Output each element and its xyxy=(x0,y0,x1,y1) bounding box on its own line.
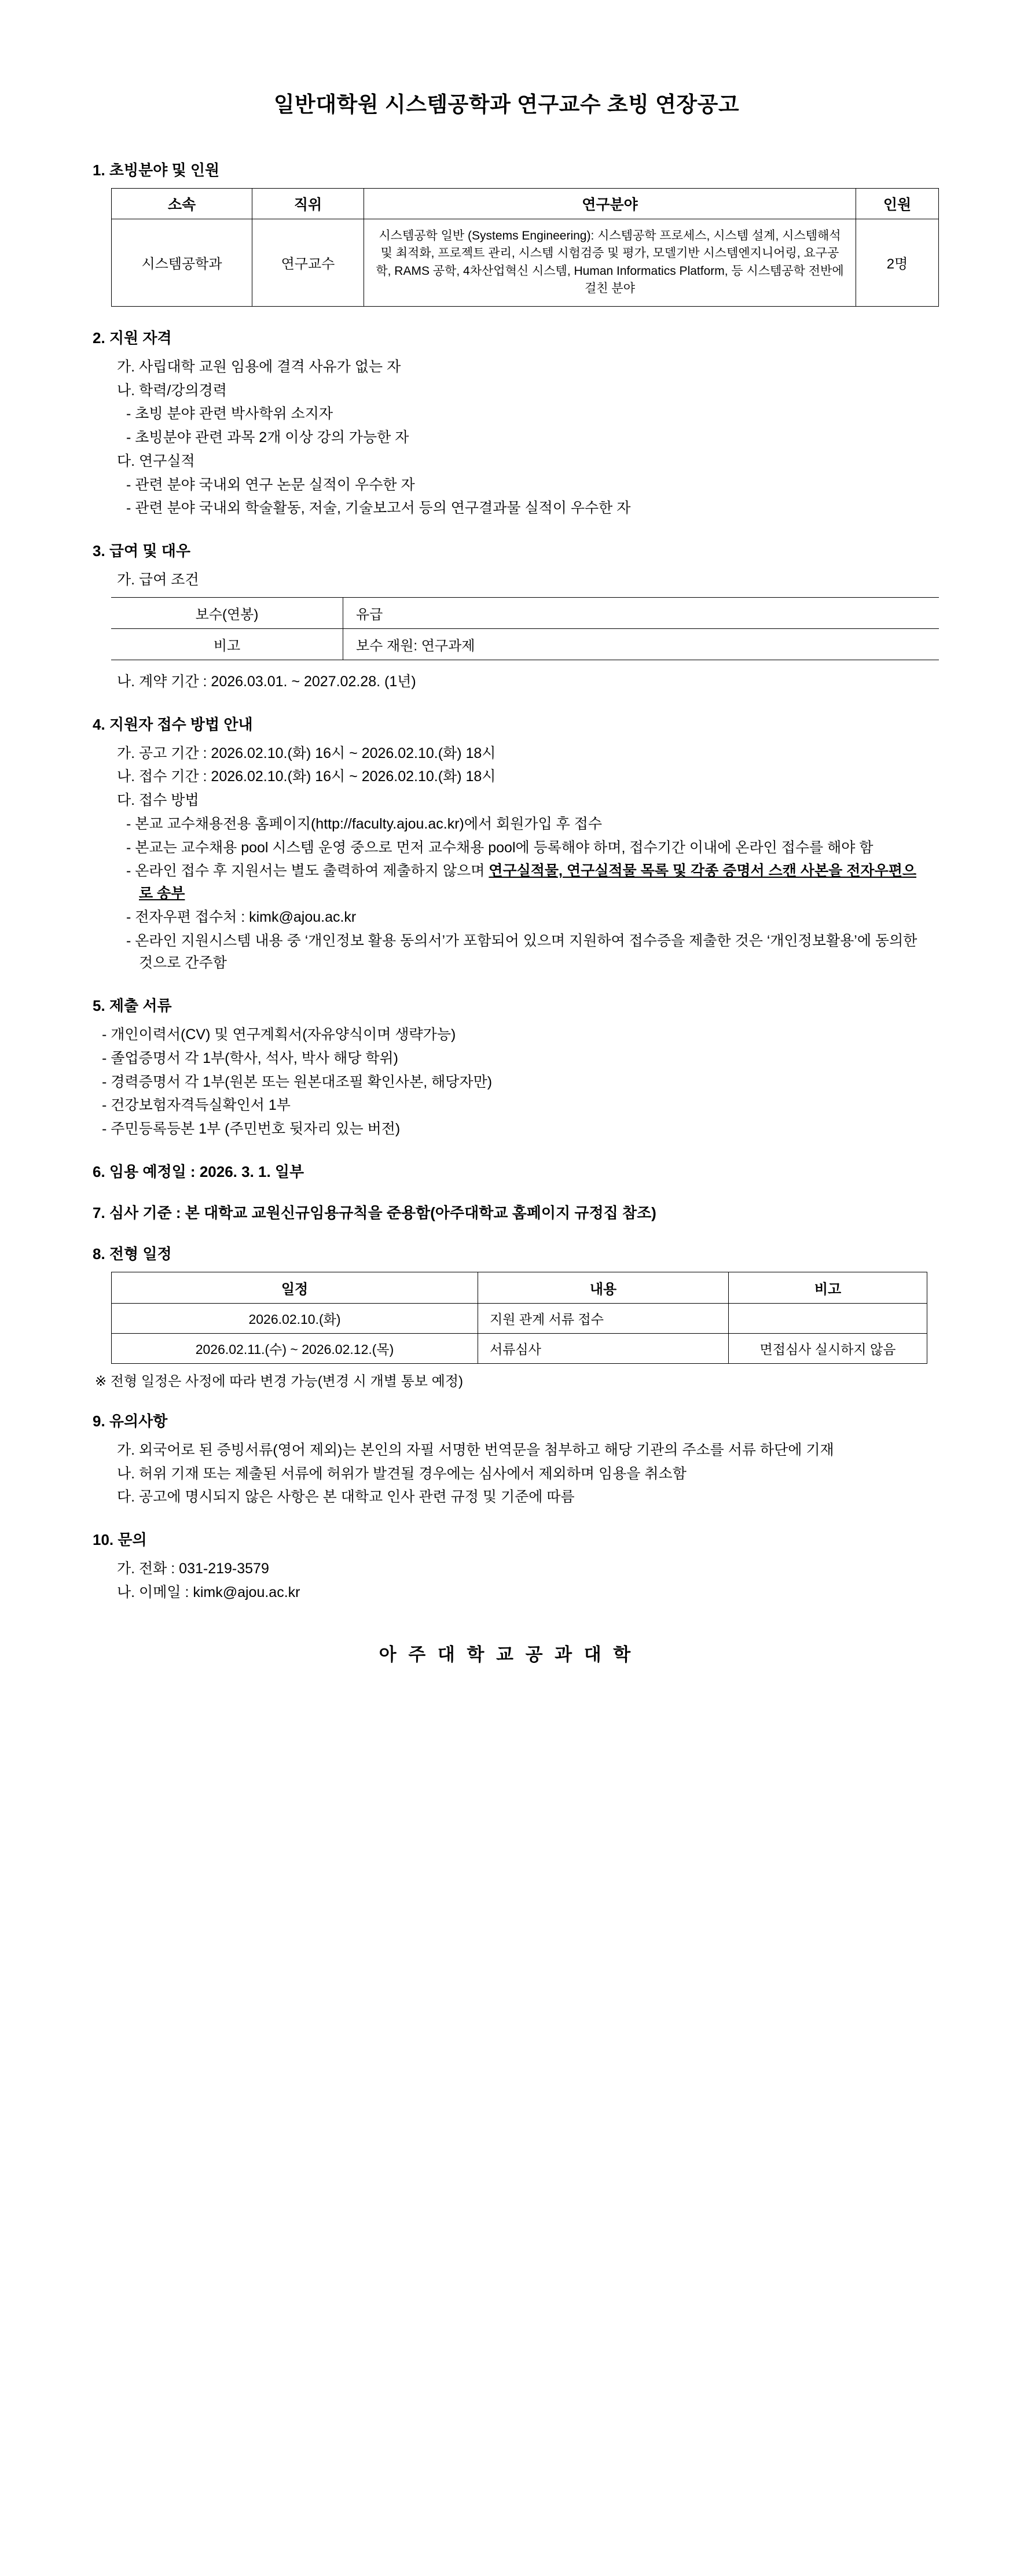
col-schedule: 일정 xyxy=(112,1272,478,1303)
contact-email: 나. 이메일 : kimk@ajou.ac.kr xyxy=(117,1584,300,1600)
application-bullet: - 온라인 지원시스템 내용 중 ‘개인정보 활용 동의서’가 포함되어 있으며 지원하여 접수증을 제출한 것은 ‘개인정보활용’에 동의한 것으로 간주함 xyxy=(126,932,917,971)
section-qualifications xyxy=(93,326,920,520)
cell-schedule-remark: 면접심사 실시하지 않음 xyxy=(729,1333,927,1363)
col-remarks: 비고 xyxy=(729,1272,927,1303)
cell-salary-value: 유급 xyxy=(343,597,939,628)
section-documents xyxy=(93,994,920,1140)
qualification-item: 다. 연구실적 xyxy=(117,452,195,469)
section10-heading: 10. 문의 xyxy=(93,1531,147,1548)
cell-schedule-date: 2026.02.11.(수) ~ 2026.02.12.(목) xyxy=(112,1333,478,1363)
application-item: 나. 접수 기간 : 2026.02.10.(화) 16시 ~ 2026.02.10.(화) 18시 xyxy=(117,768,496,785)
cell-field: 시스템공학 일반 (Systems Engineering): 시스템공학 프로세스, 시스템 설계, 시스템해석 및 최적화, 프로젝트 관리, 시스템 시험검증 및 평가, 모델기반 시스템엔지니어링, 요구공학, RAMS 공학, 4차산업혁신 시스템, Human Informatics Platform, 등 시스템공학 전반에 걸친 분야 xyxy=(364,219,856,307)
application-bullet-online xyxy=(93,860,920,905)
table-row xyxy=(112,1303,927,1333)
col-count: 인원 xyxy=(856,189,939,219)
precaution-item: 가. 외국어로 된 증빙서류(영어 제외)는 본인의 자필 서명한 번역문을 첨부하고 해당 기관의 주소를 서류 하단에 기재 xyxy=(117,1441,834,1458)
cell-schedule-content: 서류심사 xyxy=(478,1333,729,1363)
recruitment-table xyxy=(111,188,939,307)
table-row xyxy=(112,219,939,307)
application-item: 가. 공고 기간 : 2026.02.10.(화) 16시 ~ 2026.02.10.(화) 18시 xyxy=(117,745,496,761)
cell-schedule-content: 지원 관계 서류 접수 xyxy=(478,1303,729,1333)
section3-heading: 3. 급여 및 대우 xyxy=(93,542,190,560)
application-bullet: - 전자우편 접수처 : kimk@ajou.ac.kr xyxy=(126,908,357,925)
table-row xyxy=(111,597,939,628)
section-precautions xyxy=(93,1410,920,1508)
online-bullet-emphasis: 연구실적물, 연구실적물 목록 및 각종 증명서 스캔 사본을 전자우편으로 송부 xyxy=(139,863,917,901)
section1-heading: 1. 초빙분야 및 인원 xyxy=(93,161,220,179)
qualification-item: - 초빙 분야 관련 박사학위 소지자 xyxy=(126,406,333,422)
cell-salary-label: 보수(연봉) xyxy=(111,597,343,628)
page-title: 일반대학원 시스템공학과 연구교수 초빙 연장공고 xyxy=(273,93,740,116)
table-row xyxy=(111,628,939,660)
section-recruitment-fields xyxy=(93,159,920,307)
precaution-item: 나. 허위 기재 또는 제출된 서류에 허위가 발견될 경우에는 심사에서 제외하며 임용을 취소함 xyxy=(117,1465,687,1482)
qualification-item: 나. 학력/강의경력 xyxy=(117,382,227,399)
section-contact xyxy=(93,1528,920,1604)
section7-heading: 7. 심사 기준 : 본 대학교 교원신규임용규칙을 준용함(아주대학교 홈페이지 규정집 참조) xyxy=(93,1204,656,1221)
col-content: 내용 xyxy=(478,1272,729,1303)
contact-phone: 가. 전화 : 031-219-3579 xyxy=(117,1561,269,1577)
document-item: - 건강보험자격득실확인서 1부 xyxy=(102,1097,291,1114)
col-field: 연구분야 xyxy=(364,189,856,219)
col-dept: 소속 xyxy=(112,189,252,219)
salary-condition-label: 가. 급여 조건 xyxy=(117,572,199,588)
section9-heading: 9. 유의사항 xyxy=(93,1412,168,1430)
section-salary xyxy=(93,539,920,693)
section-selection-schedule xyxy=(93,1242,920,1390)
document-item: - 경력증명서 각 1부(원본 또는 원본대조필 확인사본, 해당자만) xyxy=(102,1073,493,1090)
section5-heading: 5. 제출 서류 xyxy=(93,997,172,1014)
col-position: 직위 xyxy=(252,189,364,219)
section6-heading: 6. 임용 예정일 : 2026. 3. 1. 일부 xyxy=(93,1162,304,1180)
qualification-item: - 초빙분야 관련 과목 2개 이상 강의 가능한 자 xyxy=(126,429,409,446)
cell-note-value: 보수 재원: 연구과제 xyxy=(343,628,939,660)
section8-heading: 8. 전형 일정 xyxy=(93,1245,172,1263)
qualification-item: - 관련 분야 국내외 학술활동, 저술, 기술보고서 등의 연구결과물 실적이 우수한 자 xyxy=(126,500,631,517)
cell-note-label: 비고 xyxy=(111,628,343,660)
online-bullet-prefix: - 온라인 접수 후 지원서는 별도 출력하여 제출하지 않으며 xyxy=(126,863,489,879)
precaution-item: 다. 공고에 명시되지 않은 사항은 본 대학교 인사 관련 규정 및 기준에 따름 xyxy=(117,1489,575,1506)
table-row xyxy=(112,1333,927,1363)
schedule-note: ※ 전형 일정은 사정에 따라 변경 가능(변경 시 개별 통보 예정) xyxy=(95,1373,464,1389)
application-item: 다. 접수 방법 xyxy=(117,792,199,808)
section2-heading: 2. 지원 자격 xyxy=(93,329,172,347)
section-appointment-date xyxy=(93,1160,920,1182)
cell-dept: 시스템공학과 xyxy=(112,219,252,307)
application-bullet: - 본교는 교수채용 pool 시스템 운영 중으로 먼저 교수채용 pool에 등록해야 하며, 접수기간 이내에 온라인 접수를 해야 함 xyxy=(126,839,873,856)
salary-table xyxy=(111,597,939,660)
table-header-row xyxy=(112,189,939,219)
cell-count: 2명 xyxy=(856,219,939,307)
cell-schedule-remark xyxy=(729,1303,927,1333)
contract-period: 나. 계약 기간 : 2026.03.01. ~ 2027.02.28. (1년) xyxy=(117,673,416,690)
document-item: - 개인이력서(CV) 및 연구계획서(자유양식이며 생략가능) xyxy=(102,1026,456,1043)
cell-position: 연구교수 xyxy=(252,219,364,307)
section4-heading: 4. 지원자 접수 방법 안내 xyxy=(93,715,253,733)
table-header-row xyxy=(112,1272,927,1303)
qualification-item: 가. 사립대학 교원 임용에 결격 사유가 없는 자 xyxy=(117,358,401,375)
application-bullet: - 본교 교수채용전용 홈페이지(http://faculty.ajou.ac.kr)에서 회원가입 후 접수 xyxy=(126,815,603,832)
schedule-table xyxy=(111,1272,927,1364)
cell-schedule-date: 2026.02.10.(화) xyxy=(112,1303,478,1333)
qualification-item: - 관련 분야 국내외 연구 논문 실적이 우수한 자 xyxy=(126,476,415,493)
document-footer: 아 주 대 학 교 공 과 대 학 xyxy=(379,1644,634,1665)
section-review-criteria xyxy=(93,1201,920,1223)
document-item: - 졸업증명서 각 1부(학사, 석사, 박사 해당 학위) xyxy=(102,1050,398,1066)
document-item: - 주민등록등본 1부 (주민번호 뒷자리 있는 버전) xyxy=(102,1121,401,1137)
section-application-method xyxy=(93,713,920,975)
